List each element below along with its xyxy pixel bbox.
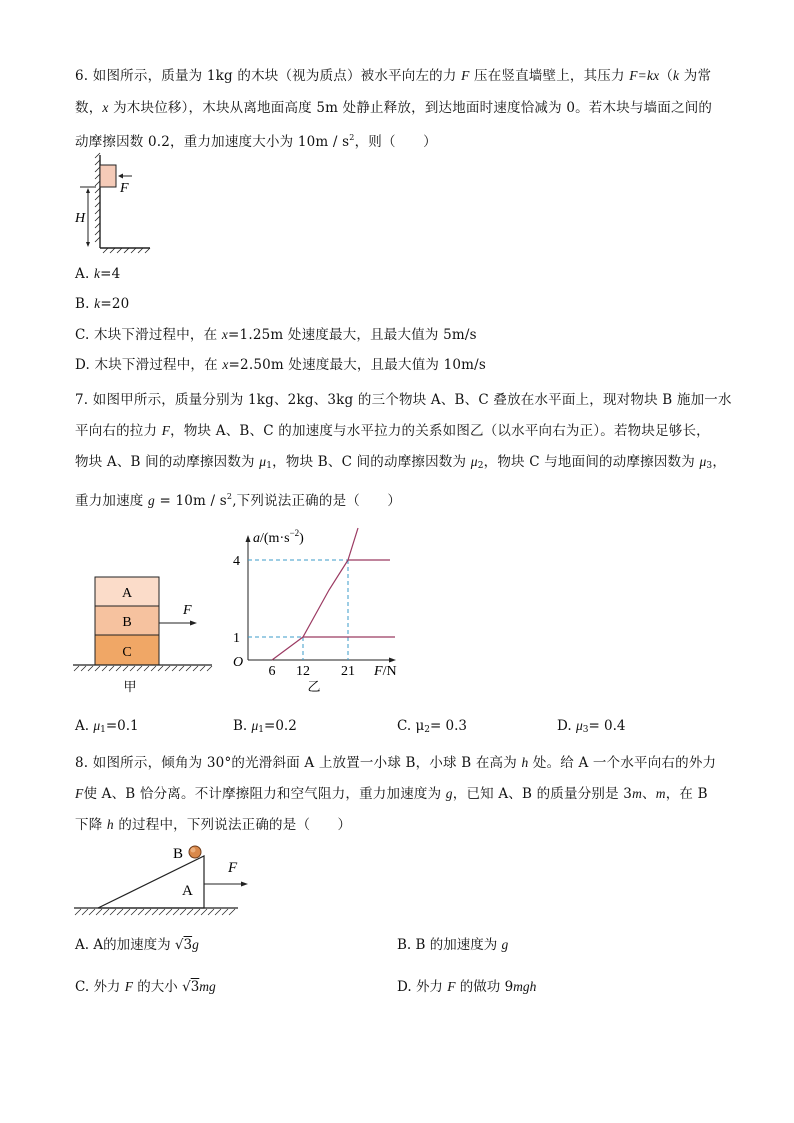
arrow-right-icon — [241, 882, 248, 887]
guide-lines — [248, 560, 348, 660]
ball-label: B — [173, 846, 184, 862]
block — [100, 165, 116, 187]
mu: μ — [251, 718, 259, 733]
var: mg — [199, 979, 216, 994]
arrow-right-icon — [190, 621, 197, 626]
option-text: 9 — [504, 979, 514, 995]
wedge-label: A — [182, 883, 193, 899]
option-letter: C. — [75, 327, 95, 343]
text: 物块 A、B 间的动摩擦因数为 — [75, 454, 260, 470]
subscript: 1 — [100, 725, 106, 735]
option-letter: D. — [75, 357, 95, 373]
figure-caption: 乙 — [307, 679, 321, 694]
subscript: 1 — [258, 725, 265, 735]
q7-line-4 — [75, 487, 401, 511]
option-text: 木块下滑过程中，在 — [94, 357, 223, 373]
text: 使 A、B 恰分离。不计摩擦阻力和空气阻力，重力加速度为 — [83, 786, 446, 802]
option-text: =0.2 — [264, 718, 297, 734]
q6-option-c — [75, 325, 477, 345]
q6-option-a — [75, 264, 120, 284]
mu: μ — [93, 718, 101, 733]
superscript: 2 — [226, 492, 233, 501]
subscript: 3 — [582, 725, 589, 735]
option-letter: A. — [75, 937, 94, 953]
origin-label: O — [232, 655, 244, 670]
option-letter: B. — [233, 718, 252, 734]
text: （ — [659, 68, 674, 84]
mu: μ — [259, 454, 267, 469]
option-letter: B. — [397, 937, 416, 953]
var: mgh — [513, 979, 537, 994]
q7-option-d — [557, 716, 626, 740]
text: 动摩擦因数 0.2，重力加速度大小为 10m / s — [75, 134, 350, 150]
question-number: 7. — [75, 392, 89, 408]
q6-figure-wall-block — [70, 150, 160, 260]
option-text: 的做功 — [455, 979, 505, 995]
var: g — [192, 937, 199, 952]
text: ，已知 A、B 的质量分别是 3 — [452, 786, 633, 802]
var-x: x — [102, 100, 109, 115]
ball-b — [189, 846, 201, 858]
q8-figure-incline — [70, 838, 250, 923]
text: ， — [712, 454, 727, 470]
x-tick-label: 21 — [341, 664, 355, 679]
option-text: =4 — [100, 266, 121, 282]
q7-option-b — [233, 716, 297, 740]
text: 、 — [642, 786, 656, 802]
var-F: F — [447, 979, 456, 994]
text: ，物块 A、B、C 的加速度与水平拉力的关系如图乙（以水平向右为正）。若物块足够长， — [170, 423, 710, 439]
var-F: F — [161, 423, 171, 438]
y-tick-label: 4 — [233, 554, 240, 569]
block-label: C — [122, 645, 132, 660]
q8-line-3 — [75, 815, 351, 835]
text: 处。给 A 一个水平向右的外力 — [528, 755, 717, 771]
force-label: F — [228, 860, 238, 876]
var-k: k — [673, 68, 680, 83]
figure-caption: 甲 — [123, 679, 137, 694]
text: 平向右的拉力 — [75, 423, 162, 439]
var-h: h — [106, 817, 114, 832]
subscript: 3 — [706, 461, 713, 471]
option-text: 的大小 — [132, 979, 183, 995]
sqrt-icon: √ — [182, 979, 191, 995]
block-label: B — [122, 615, 132, 630]
q7-line-3 — [75, 452, 726, 476]
text: 压在竖直墙壁上，其压力 — [469, 68, 630, 84]
radicand: 3 — [183, 937, 193, 953]
height-label: H — [75, 211, 86, 226]
var-F: F — [461, 68, 470, 83]
q8-option-d — [397, 977, 536, 997]
text: 数， — [75, 100, 103, 116]
var-g: g — [445, 786, 453, 801]
text: 如图所示，倾角为 30°的光滑斜面 A 上放置一小球 B，小球 B 在高为 — [88, 755, 522, 771]
q6-option-b — [75, 294, 129, 314]
subscript: 1 — [266, 461, 273, 471]
var-h: h — [521, 755, 529, 770]
question-number: 8. — [75, 755, 89, 771]
text: ，物块 B、C 间的动摩擦因数为 — [272, 454, 471, 470]
option-letter: A. — [75, 718, 94, 734]
option-text: A的加速度为 — [93, 937, 175, 953]
q6-line-1 — [75, 66, 711, 86]
force-label: F — [183, 603, 192, 618]
y-tick-label: 1 — [233, 631, 240, 646]
option-letter: A. — [75, 266, 94, 282]
question-number: 6. — [75, 68, 89, 84]
q6-line-2 — [75, 98, 712, 118]
option-text: =1.25m 处速度最大，且最大值为 5m/s — [228, 327, 477, 343]
mu: μ — [415, 718, 425, 734]
q8-line-1 — [75, 753, 716, 773]
var-F: F — [75, 786, 84, 801]
var: x — [221, 327, 229, 342]
option-letter: D. — [397, 979, 416, 995]
option-letter: C. — [75, 979, 94, 995]
x-tick-label: 12 — [296, 664, 310, 679]
option-text: =20 — [100, 296, 130, 312]
text: 为常 — [679, 68, 712, 84]
var: g — [501, 937, 509, 952]
sqrt-icon: √ — [174, 937, 184, 953]
option-text: = 0.3 — [429, 718, 468, 734]
q7-figure-jia-stacked-blocks — [70, 570, 220, 695]
q8-option-c — [75, 977, 216, 997]
y-axis-label: $a/(m\cdot s^{-2})$ — [253, 528, 304, 546]
q8-option-a — [75, 935, 199, 955]
x-tick-label: 6 — [268, 664, 276, 679]
var-g: g — [148, 493, 155, 508]
subscript: 2 — [477, 461, 484, 471]
text: 下降 — [75, 817, 107, 833]
subscript: 2 — [424, 725, 430, 735]
text: 如图所示，质量为 1kg 的木块（视为质点）被水平向左的力 — [88, 68, 462, 84]
mu: μ — [575, 718, 583, 733]
q8-option-b — [397, 935, 508, 955]
text: 重力加速度 — [75, 493, 148, 509]
q6-line-3 — [75, 128, 437, 152]
text: 如图甲所示，质量分别为 1kg、2kg、3kg 的三个物块 A、B、C 叠放在水平面上，现对物块 B 施加一水 — [88, 392, 732, 408]
q7-option-c — [397, 716, 467, 740]
q8-line-2 — [75, 784, 708, 804]
var: k — [93, 266, 101, 281]
option-text: 外力 — [415, 979, 448, 995]
option-letter: B. — [75, 296, 95, 312]
text: ，物块 C 与地面间的动摩擦因数为 — [483, 454, 700, 470]
x-axis-label: F/N — [374, 664, 397, 679]
var-m: m — [655, 786, 666, 801]
formula: F=kx — [629, 68, 660, 83]
var-F: F — [124, 979, 133, 994]
q7-line-1 — [75, 390, 732, 410]
option-letter: C. — [397, 718, 416, 734]
text: ,下列说法正确的是（ ） — [232, 493, 402, 509]
text: = 10m / s — [154, 493, 227, 509]
text: 的过程中，下列说法正确的是（ ） — [113, 817, 352, 833]
q7-option-a — [75, 716, 139, 740]
mu: μ — [699, 454, 707, 469]
option-text: =0.1 — [105, 718, 139, 734]
var: k — [94, 296, 101, 311]
q7-line-2 — [75, 421, 710, 441]
text: ，在 B — [665, 786, 708, 802]
option-text: 外力 — [93, 979, 125, 995]
var-m: m — [632, 786, 643, 801]
force-label: F — [120, 181, 129, 196]
q6-option-d — [75, 355, 486, 375]
option-text: = 0.4 — [588, 718, 626, 734]
option-text: =2.50m 处速度最大，且最大值为 10m/s — [228, 357, 487, 373]
var: x — [222, 357, 229, 372]
mu: μ — [470, 454, 478, 469]
option-text: B 的加速度为 — [415, 937, 502, 953]
block-label: A — [121, 586, 133, 601]
superscript: 2 — [349, 133, 355, 142]
data-lines — [272, 528, 395, 660]
text: ，则（ ） — [354, 134, 437, 150]
option-letter: D. — [557, 718, 576, 734]
wedge-a — [98, 856, 204, 908]
text: 为木块位移），木块从离地面高度 5m 处静止释放，到达地面时速度恰减为 0。若木块与墙面之间的 — [108, 100, 713, 116]
radicand: 3 — [190, 979, 200, 995]
option-text: 木块下滑过程中，在 — [94, 327, 222, 343]
q7-figure-yi-chart — [225, 520, 405, 695]
